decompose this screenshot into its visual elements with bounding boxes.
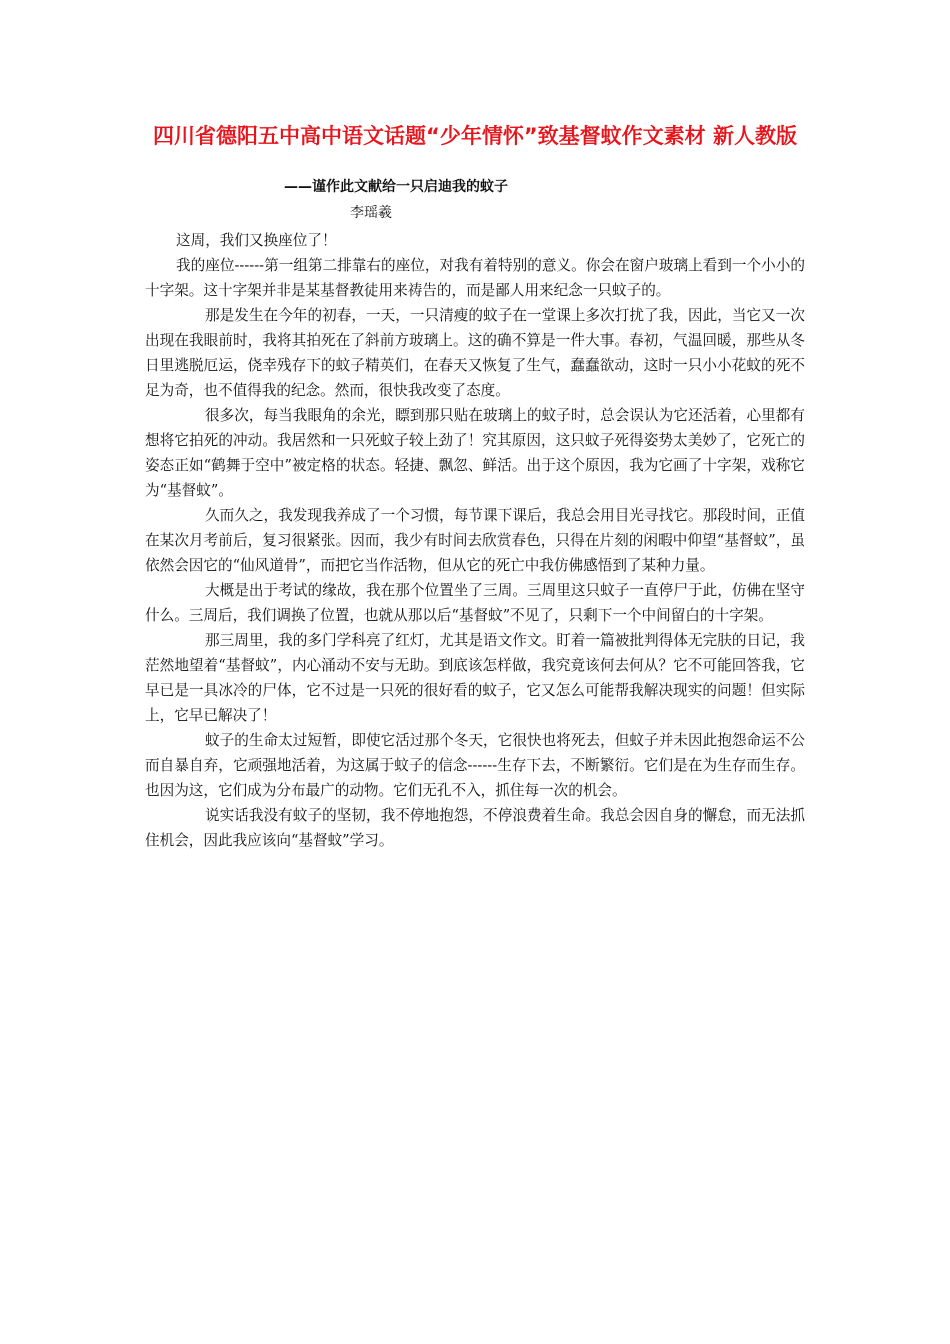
author-name: 李瑶羲 [350, 205, 392, 221]
document-title: 四川省德阳五中高中语文话题“少年情怀”致基督蚊作文素材 新人教版 [153, 124, 797, 148]
paragraph: 这周，我们又换座位了！ [176, 232, 337, 249]
essay-body [145, 228, 805, 853]
paragraph: 那是发生在今年的初春，一天，一只清瘦的蚊子在一堂课上多次打扰了我，因此，当它又一次出现在我眼前时，我将其拍死在了斜前方玻璃上。这的确不算是一件大事。春初，气温回暖，那些从冬日里逃脱厄运，侥幸残存下的蚊子精英们，在春天又恢复了生气，蠢蠢欲动，这时一只小小花蚊的死不足为奇，也不值得我的纪念。然而，很快我改变了态度。 [145, 307, 805, 399]
paragraph: 那三周里，我的多门学科亮了红灯，尤其是语文作文。盯着一篇被批判得体无完肤的日记，我茫然地望着“基督蚊”，内心涌动不安与无助。到底该怎样做，我究竟该何去何从？它不可能回答我，它早已是一具冰冷的尸体，它不过是一只死的很好看的蚊子，它又怎么可能帮我解决现实的问题！但实际上，它早已解决了！ [145, 632, 805, 724]
paragraph: 说实话我没有蚊子的坚韧，我不停地抱怨，不停浪费着生命。我总会因自身的懈怠，而无法抓住机会，因此我应该向“基督蚊”学习。 [145, 807, 805, 849]
paragraph: 久而久之，我发现我养成了一个习惯，每节课下课后，我总会用目光寻找它。那段时间，正值在某次月考前后，复习很紧张。因而，我少有时间去欣赏春色，只得在片刻的闲暇中仰望“基督蚊”，虽依然会因它的“仙风道骨”，而把它当作活物，但从它的死亡中我仿佛感悟到了某种力量。 [145, 507, 805, 574]
paragraph: 蚊子的生命太过短暂，即使它活过那个冬天，它很快也将死去，但蚊子并未因此抱怨命运不公而自暴自弃，它顽强地活着，为这属于蚊子的信念------生存下去，不断繁衍。它们是在为生存而生存。也因为这，它们成为分布最广的动物。它们无孔不入，抓住每一次的机会。 [145, 732, 805, 799]
paragraph: 我的座位------第一组第二排靠右的座位，对我有着特别的意义。你会在窗户玻璃上看到一个小小的十字架。这十字架并非是某基督教徒用来祷告的，而是鄙人用来纪念一只蚊子的。 [145, 257, 805, 299]
paragraph: 大概是出于考试的缘故，我在那个位置坐了三周。三周里这只蚊子一直停尸于此，仿佛在坚守什么。三周后，我们调换了位置，也就从那以后“基督蚊”不见了，只剩下一个中间留白的十字架。 [145, 582, 805, 624]
document-subtitle: ——谨作此文献给一只启迪我的蚊子 [284, 179, 508, 195]
paragraph: 很多次，每当我眼角的余光，瞟到那只贴在玻璃上的蚊子时，总会误认为它还活着，心里都有想将它拍死的冲动。我居然和一只死蚊子较上劲了！究其原因，这只蚊子死得姿势太美妙了，它死亡的姿态正如“鹤舞于空中”被定格的状态。轻捷、飘忽、鲜活。出于这个原因，我为它画了十字架，戏称它为“基督蚊”。 [145, 407, 805, 499]
